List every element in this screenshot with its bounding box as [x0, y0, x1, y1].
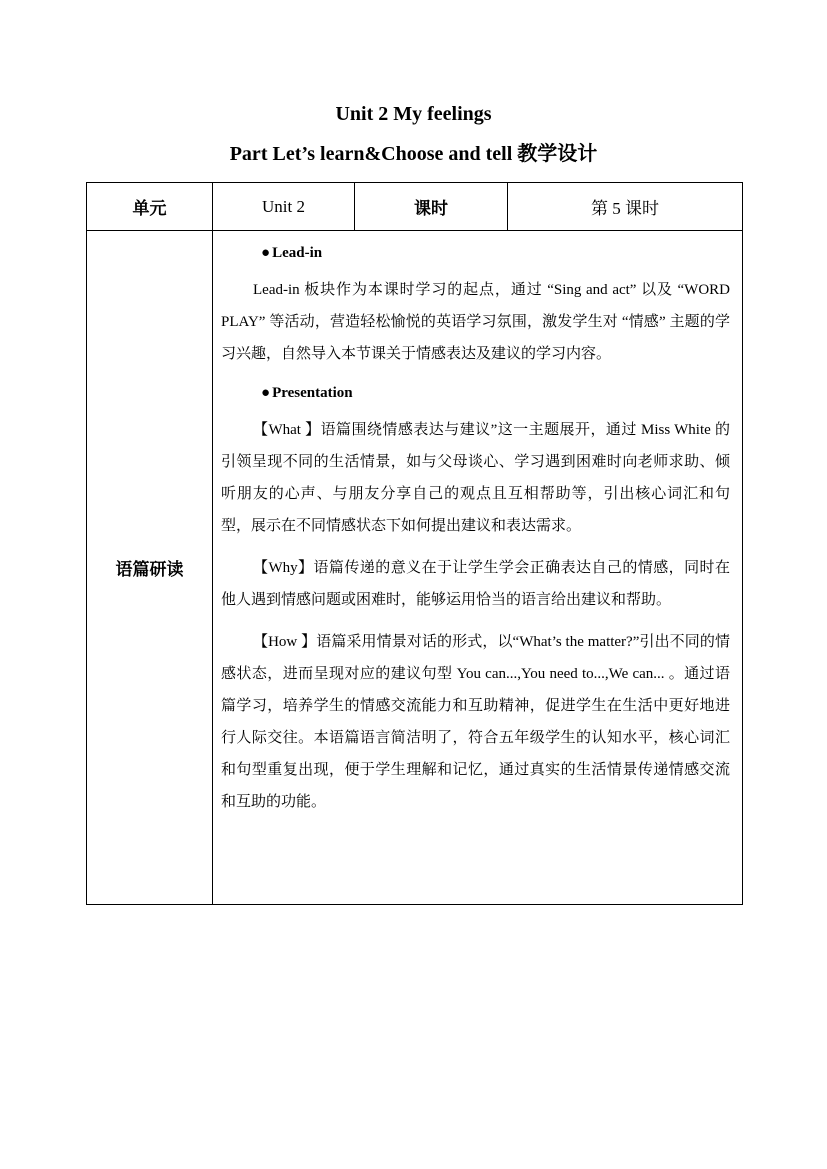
analysis-row: [87, 231, 743, 905]
lesson-label: 课时: [355, 183, 508, 231]
leadin-heading: [261, 242, 730, 264]
document-title: Unit 2 My feelings: [335, 103, 492, 125]
analysis-content: [213, 231, 743, 905]
presentation-heading: [261, 382, 730, 404]
unit-value: Unit 2: [213, 183, 355, 231]
what-paragraph: 【What 】语篇围绕情感表达与建议”这一主题展开，通过 Miss White 的引领呈现不同的生活情景，如与父母谈心、学习遇到困难时向老师求助、倾听朋友的心声、与朋友分享自己的观点且互相帮助等，引出核心词汇和句型，展示在不同情感状态下如何提出建议和表达需求。: [221, 422, 730, 534]
how-paragraph: 【How 】语篇采用情景对话的形式，以“What’s the matter?”引出不同的情感状态，进而呈现对应的建议句型 You can...,You need to...,We can... 。通过语篇学习，培养学生的情感交流能力和互助精神，促进学生在生活中更好地进行人际交往。本语篇语言简洁明了，符合五年级学生的认知水平，核心词汇和句型重复出现，便于学生理解和记忆，通过真实的生活情景传递情感交流和互助的功能。: [221, 634, 730, 810]
unit-label: 单元: [87, 183, 213, 231]
bullet-icon: ●: [261, 245, 271, 261]
leadin-heading-text: Lead-in: [272, 245, 323, 261]
header-row: [87, 183, 743, 231]
why-paragraph: 【Why】语篇传递的意义在于让学生学会正确表达自己的情感，同时在他人遇到情感问题或困难时，能够运用恰当的语言给出建议和帮助。: [221, 560, 730, 608]
document-subtitle: Part Let’s learn&Choose and tell 教学设计: [229, 143, 598, 165]
leadin-paragraph: Lead-in 板块作为本课时学习的起点，通过 “Sing and act” 以及 “WORD PLAY” 等活动，营造轻松愉悦的英语学习氛围，激发学生对 “情感” 主题的学习兴趣，自然导入本节课关于情感表达及建议的学习内容。: [221, 282, 730, 362]
bullet-icon: ●: [261, 385, 271, 401]
lesson-value: 第 5 课时: [508, 183, 743, 231]
presentation-heading-text: Presentation: [272, 385, 353, 401]
lesson-plan-table: [86, 182, 743, 905]
analysis-label: 语篇研读: [87, 231, 213, 905]
